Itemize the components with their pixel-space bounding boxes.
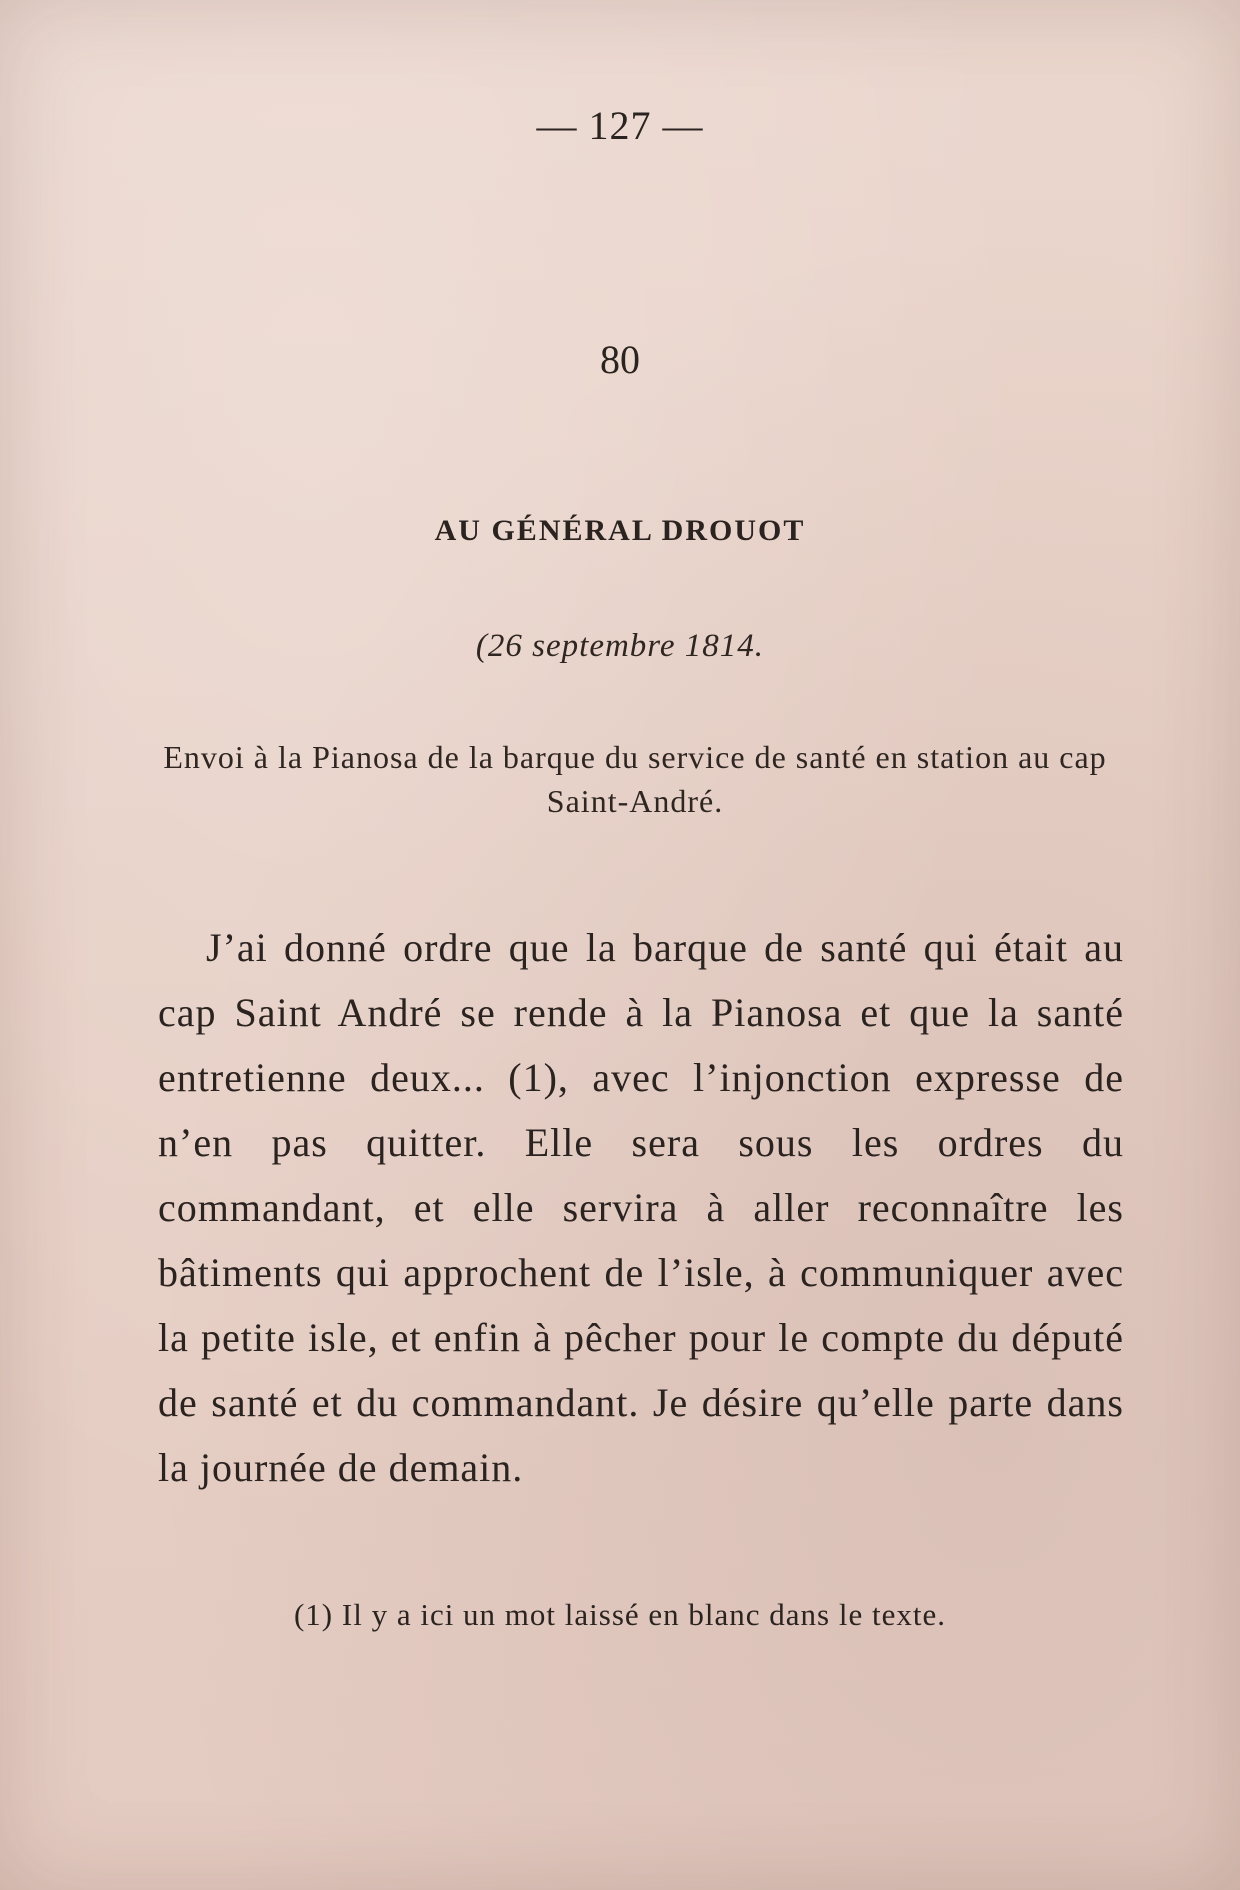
footnote: (1) Il y a ici un mot laissé en blanc dans le texte.	[293, 1597, 946, 1632]
page-number: — 127 —	[536, 103, 704, 148]
letter-summary: Envoi à la Pianosa de la barque du service de santé en station au cap Saint-André.	[163, 739, 1107, 819]
letter-body: J’ai donné ordre que la barque de santé qui était au cap Saint André se rende à la Pianosa et que la santé entretienne deux... (1), avec l’injonction expresse de n’en pas quitter. Elle sera sous les ordres du commandant, et elle servira à aller reconnaître les bâtiments qui approchent de l’isle, à communiquer avec la petite isle, et enfin à pêcher pour le compte du député de santé et du commandant. Je désire qu’elle parte dans la journée de demain.	[158, 925, 1124, 1490]
recipient-heading: AU GÉNÉRAL DROUOT	[434, 514, 806, 547]
letter-number: 80	[600, 337, 640, 382]
letter-date: (26 septembre 1814.	[475, 628, 765, 664]
